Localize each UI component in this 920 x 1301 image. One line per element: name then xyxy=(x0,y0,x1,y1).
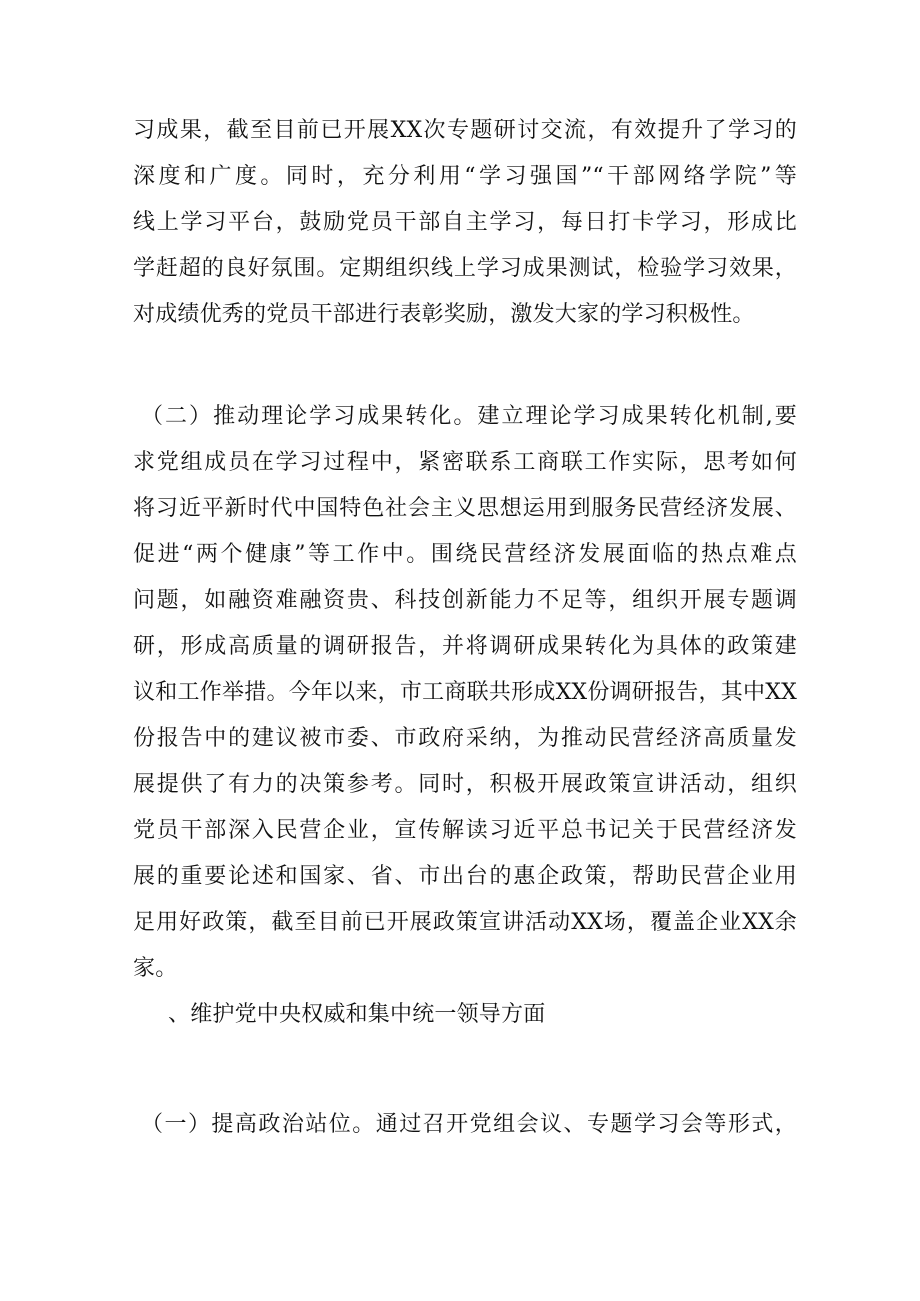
paragraph-2-line-5: 问题，如融资难融资贵、科技创新能力不足等，组织开展专题调 xyxy=(133,588,797,613)
paragraph-1-line-5: 对成绩优秀的党员干部进行表彰奖励，激发大家的学习积极性。 xyxy=(133,302,755,327)
paragraph-2-line-7: 议和工作举措。今年以来，市工商联共形成XX份调研报告，其中XX xyxy=(133,680,797,705)
paragraph-1-line-1: 习成果，截至目前已开展XX次专题研讨交流，有效提升了学习的 xyxy=(133,118,797,143)
paragraph-1-line-3: 线上学习平台，鼓励党员干部自主学习，每日打卡学习，形成比 xyxy=(133,210,797,235)
paragraph-2-line-1: （二）推动理论学习成果转化。建立理论学习成果转化机制,要 xyxy=(141,404,797,429)
paragraph-2-line-8: 份报告中的建议被市委、市政府采纳，为推动民营经济高质量发 xyxy=(133,726,797,751)
paragraph-2-line-3: 将习近平新时代中国特色社会主义思想运用到服务民营经济发展、 xyxy=(133,496,797,521)
section-heading: 、维护党中央权威和集中统一领导方面 xyxy=(168,1002,546,1027)
paragraph-2-line-2: 求党组成员在学习过程中，紧密联系工商联工作实际，思考如何 xyxy=(133,450,797,475)
paragraph-2-line-10: 党员干部深入民营企业，宣传解读习近平总书记关于民营经济发 xyxy=(133,818,797,843)
paragraph-2-line-12: 足用好政策，截至目前已开展政策宣讲活动XX场，覆盖企业XX余 xyxy=(133,910,797,935)
paragraph-2-line-9: 展提供了有力的决策参考。同时，积极开展政策宣讲活动，组织 xyxy=(133,772,797,797)
paragraph-3-line-1: （一）提高政治站位。通过召开党组会议、专题学习会等形式， xyxy=(141,1112,797,1137)
paragraph-1-line-2: 深度和广度。同时，充分利用“学习强国”“干部网络学院”等 xyxy=(133,164,797,189)
paragraph-2-line-11: 展的重要论述和国家、省、市出台的惠企政策，帮助民营企业用 xyxy=(133,864,797,889)
paragraph-2-line-13: 家。 xyxy=(133,956,178,981)
paragraph-2-line-4: 促进“两个健康”等工作中。围绕民营经济发展面临的热点难点 xyxy=(133,542,797,567)
paragraph-2-line-6: 研，形成高质量的调研报告，并将调研成果转化为具体的政策建 xyxy=(133,634,797,659)
paragraph-1-line-4: 学赶超的良好氛围。定期组织线上学习成果测试，检验学习效果， xyxy=(133,256,797,281)
